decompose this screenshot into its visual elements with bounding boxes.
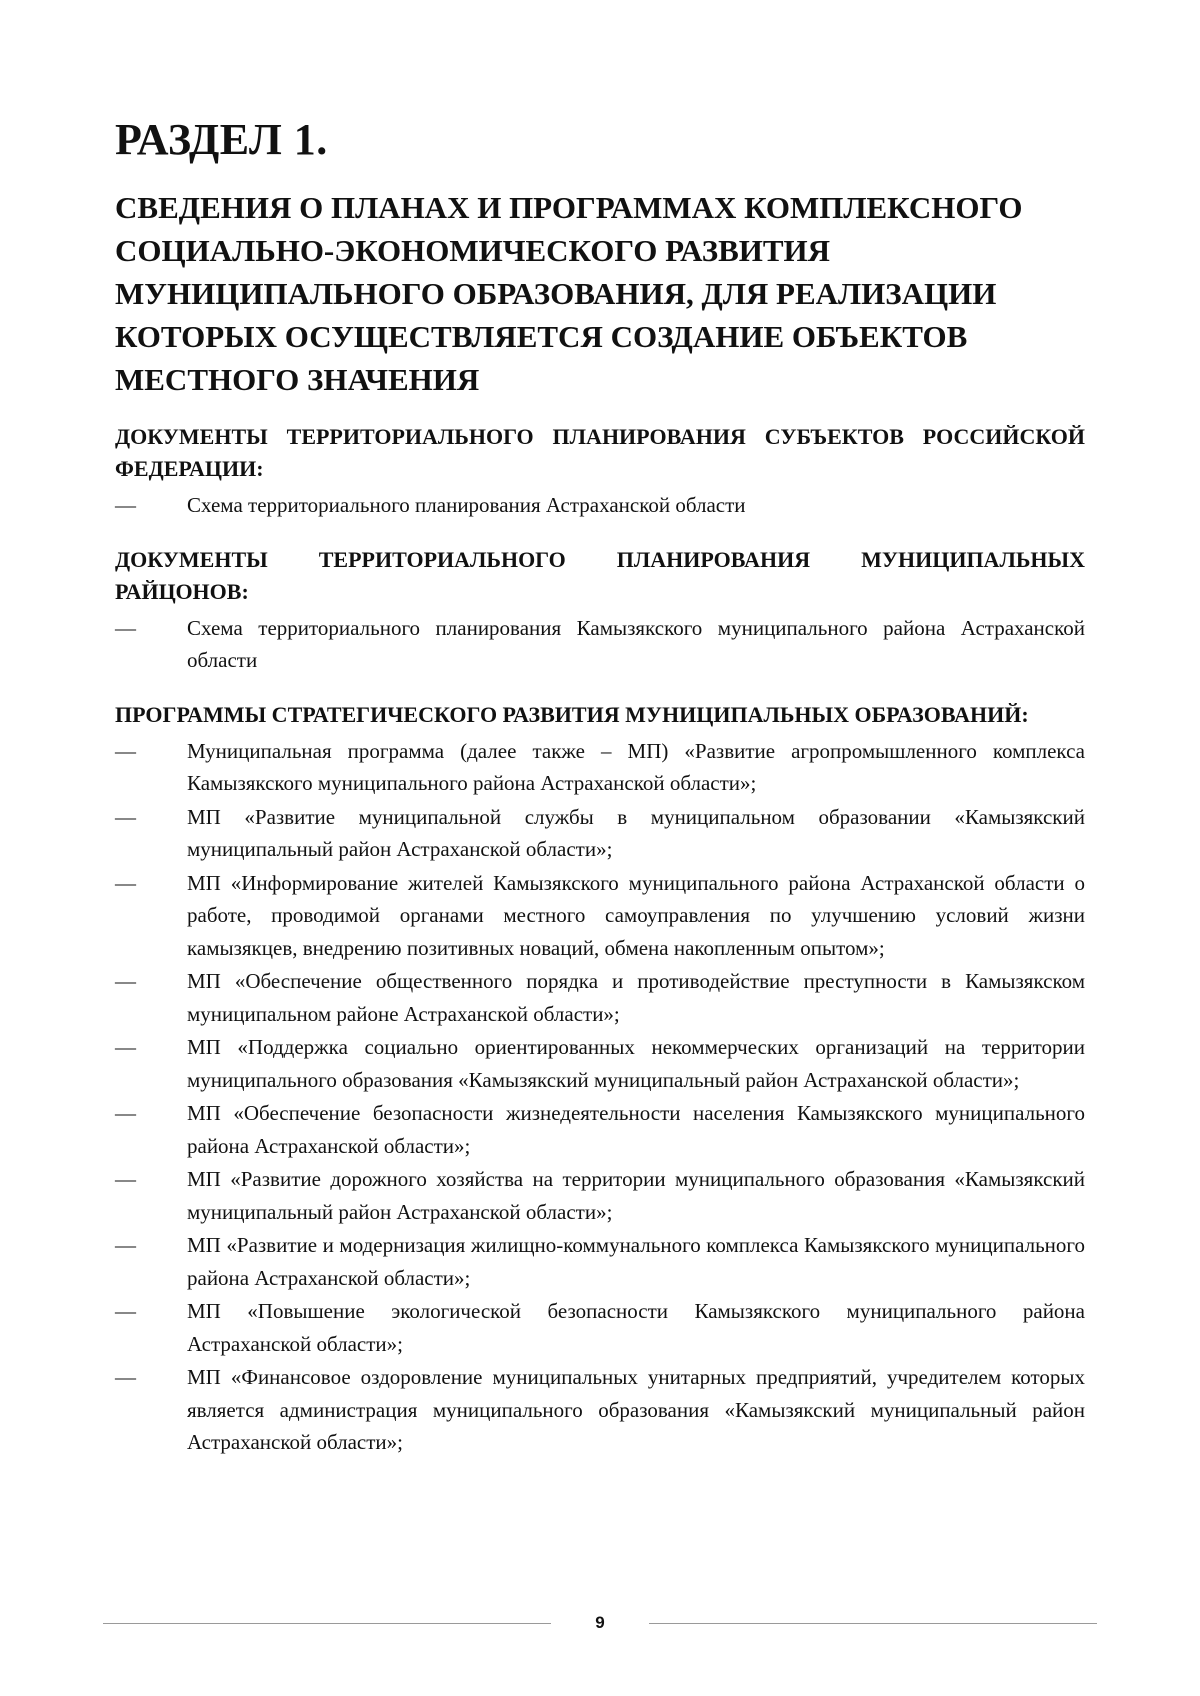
list-item	[115, 1163, 1085, 1228]
footer-rule-left	[103, 1623, 551, 1624]
page-footer	[103, 1612, 1097, 1634]
page-number: 9	[595, 1613, 605, 1632]
footer-rule-right	[649, 1623, 1097, 1624]
list-item	[115, 965, 1085, 1030]
list-item	[115, 867, 1085, 965]
dash-marker: —	[115, 870, 136, 895]
dash-marker: —	[115, 1167, 136, 1191]
dash-marker: —	[115, 969, 136, 993]
list-item	[115, 801, 1085, 866]
section-number: РАЗДЕЛ 1.	[115, 115, 328, 164]
program-list	[115, 735, 1085, 1459]
dash-marker: —	[115, 615, 136, 640]
group-heading: ПРОГРАММЫ СТРАТЕГИЧЕСКОГО РАЗВИТИЯ МУНИЦИПАЛЬНЫХ ОБРАЗОВАНИЙ:	[115, 701, 1029, 727]
list-item-text: Схема территориального планирования Камызякского муниципального района Астраханской области	[187, 615, 1085, 672]
list-item	[115, 1031, 1085, 1096]
list-item-text: МП «Финансовое оздоровление муниципальных унитарных предприятий, учредителем которых является администрация муниципального образования «Камызякский муниципальный район Астраханской области»;	[187, 1365, 1085, 1454]
dash-marker: —	[115, 738, 136, 763]
group-heading: ДОКУМЕНТЫ ТЕРРИТОРИАЛЬНОГО ПЛАНИРОВАНИЯ МУНИЦИПАЛЬНЫХ РАЙЦОНОВ:	[115, 546, 1085, 604]
dash-marker: —	[115, 493, 136, 517]
list-item	[115, 1295, 1085, 1360]
list-item-text: МП «Поддержка социально ориентированных некоммерческих организаций на территории муниципального образования «Камызякский муниципальный район Астраханской области»;	[187, 1035, 1085, 1092]
dash-marker: —	[115, 1035, 136, 1059]
dash-marker: —	[115, 804, 136, 829]
list-item-text: Муниципальная программа (далее также – МП) «Развитие агропромышленного комплекса Камызякского муниципального района Астраханской области»;	[187, 738, 1085, 795]
group-territorial-planning-districts	[115, 544, 1085, 677]
list-item-text: МП «Информирование жителей Камызякского муниципального района Астраханской области о работе, проводимой органами местного самоуправления по улучшению условий жизни камызякцев, внедрению позитивных новаций, обмена накопленным опытом»;	[187, 870, 1085, 960]
section-title: СВЕДЕНИЯ О ПЛАНАХ И ПРОГРАММАХ КОМПЛЕКСНОГО СОЦИАЛЬНО-ЭКОНОМИЧЕСКОГО РАЗВИТИЯ МУНИЦИПАЛЬНОГО ОБРАЗОВАНИЯ, ДЛЯ РЕАЛИЗАЦИИ КОТОРЫХ ОСУЩЕСТВЛЯЕТСЯ СОЗДАНИЕ ОБЪЕКТОВ МЕСТНОГО ЗНАЧЕНИЯ	[115, 190, 1023, 397]
list-item-text: МП «Развитие и модернизация жилищно-коммунального комплекса Камызякского муниципального района Астраханской области»;	[187, 1233, 1085, 1290]
group-strategic-programs	[115, 699, 1085, 1459]
list-item-text: МП «Развитие дорожного хозяйства на территории муниципального образования «Камызякский муниципальный район Астраханской области»;	[187, 1167, 1085, 1224]
dash-marker: —	[115, 1299, 136, 1323]
list-item-text: МП «Развитие муниципальной службы в муниципальном образовании «Камызякский муниципальный район Астраханской области»;	[187, 804, 1085, 861]
list-item	[115, 1097, 1085, 1162]
group-territorial-planning-subjects	[115, 421, 1085, 522]
list-item	[115, 1361, 1085, 1459]
list-item-text: МП «Повышение экологической безопасности Камызякского муниципального района Астраханской области»;	[187, 1299, 1085, 1356]
list-item-text: МП «Обеспечение общественного порядка и противодействие преступности в Камызякском муниципальном районе Астраханской области»;	[187, 969, 1085, 1026]
dash-marker: —	[115, 1101, 136, 1125]
page-content	[115, 112, 1085, 1481]
list-item	[115, 489, 1085, 522]
document-list	[115, 612, 1085, 677]
list-item	[115, 1229, 1085, 1294]
document-list	[115, 489, 1085, 522]
list-item-text: Схема территориального планирования Астраханской области	[187, 493, 746, 517]
list-item	[115, 735, 1085, 800]
list-item-text: МП «Обеспечение безопасности жизнедеятельности населения Камызякского муниципального района Астраханской области»;	[187, 1101, 1085, 1158]
dash-marker: —	[115, 1233, 136, 1257]
group-heading: ДОКУМЕНТЫ ТЕРРИТОРИАЛЬНОГО ПЛАНИРОВАНИЯ СУБЪЕКТОВ РОССИЙСКОЙ ФЕДЕРАЦИИ:	[115, 424, 1085, 481]
dash-marker: —	[115, 1365, 136, 1389]
list-item	[115, 612, 1085, 677]
